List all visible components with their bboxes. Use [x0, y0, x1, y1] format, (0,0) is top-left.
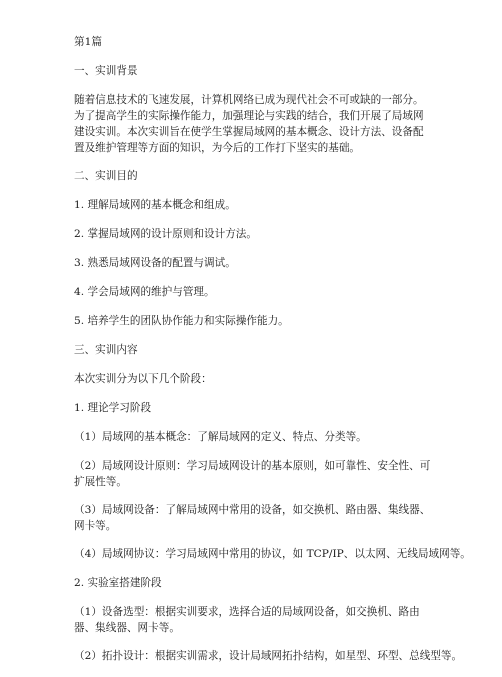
- stage-item: （3）局域网设备：了解局域网中常用的设备，如交换机、路由器、集线器、网卡等。: [74, 504, 431, 532]
- goal-item: 2. 掌握局域网的设计原则和设计方法。: [74, 228, 257, 240]
- goal-item: 1. 理解局域网的基本概念和组成。: [74, 199, 236, 211]
- stage-item: （4）局域网协议：学习局域网中常用的协议，如 TCP/IP、以太网、无线局域网等。: [74, 548, 471, 560]
- part-title: 第1篇: [74, 36, 102, 48]
- goal-item: 4. 学会局域网的维护与管理。: [74, 286, 215, 298]
- document-page: [74, 34, 471, 677]
- goal-item: 5. 培养学生的团队协作能力和实际操作能力。: [74, 315, 289, 327]
- background-paragraph: 随着信息技术的飞速发展，计算机网络已成为现代社会不可或缺的一部分。为了提高学生的实际操作能力，加强理论与实践的结合，我们开展了局域网建设实训。本次实训旨在使学生掌握局域网的基本概念、设计方法、设备配置及维护管理等方面的知识，为今后的工作打下坚实的基础。: [74, 94, 424, 154]
- stage-title: 1. 理论学习阶段: [74, 402, 152, 414]
- content-intro: 本次实训分为以下几个阶段：: [74, 373, 212, 385]
- section-title-goals: 二、实训目的: [74, 170, 138, 182]
- stage-item: （2）局域网设计原则：学习局域网设计的基本原则，如可靠性、安全性、可扩展性等。: [74, 460, 431, 488]
- section-title-background: 一、实训背景: [74, 65, 138, 77]
- stage-title: 2. 实验室搭建阶段: [74, 577, 162, 589]
- stage-item: （1）设备选型：根据实训要求，选择合适的局域网设备，如交换机、路由器、集线器、网卡等。: [74, 606, 420, 634]
- section-title-content: 三、实训内容: [74, 344, 138, 356]
- goal-item: 3. 熟悉局域网设备的配置与调试。: [74, 257, 236, 269]
- stage-item: （2）拓扑设计：根据实训需求，设计局域网拓扑结构，如星型、环型、总线型等。: [74, 650, 463, 662]
- stage-item: （1）局域网的基本概念：了解局域网的定义、特点、分类等。: [74, 431, 367, 443]
